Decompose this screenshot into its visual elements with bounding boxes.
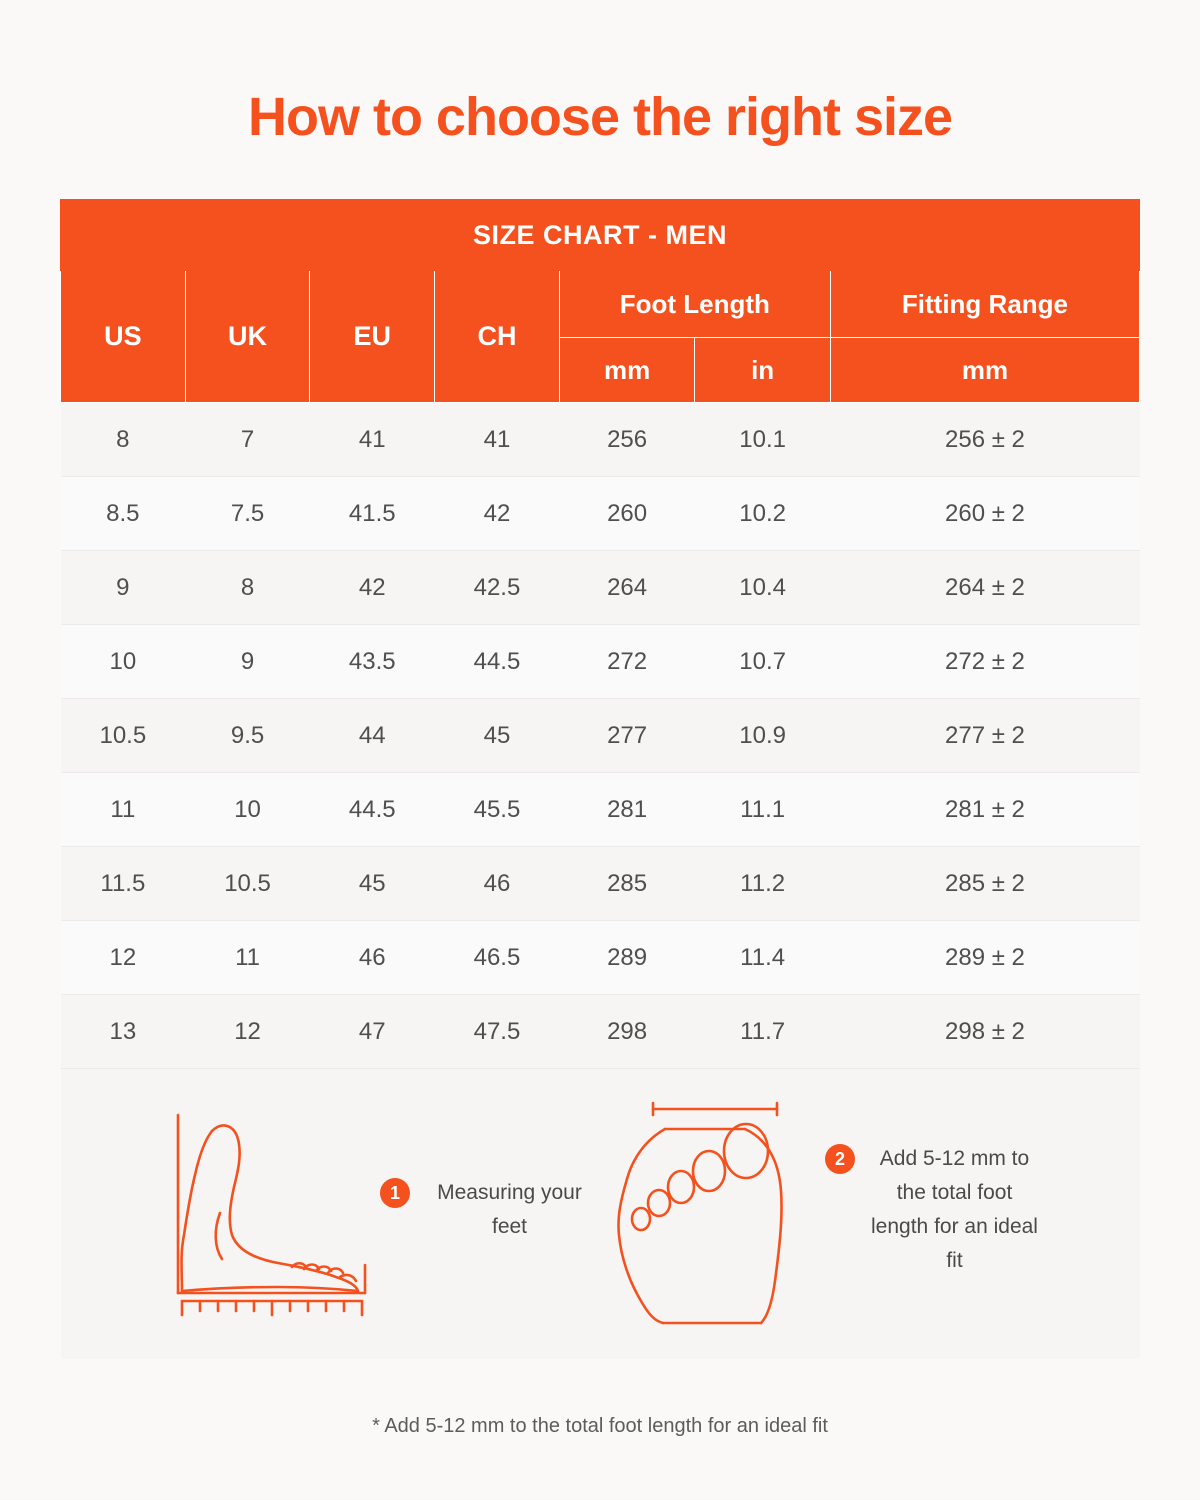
cell-fitting-range: 256 ± 2 — [830, 403, 1139, 477]
cell-ch: 42.5 — [435, 551, 560, 625]
cell-us: 10 — [61, 625, 186, 699]
table-row — [61, 477, 1140, 551]
cell-foot-length-in: 10.7 — [695, 625, 831, 699]
cell-foot-length-in: 11.7 — [695, 995, 831, 1069]
cell-eu: 44 — [310, 699, 435, 773]
cell-foot-length-mm: 277 — [559, 699, 695, 773]
cell-uk: 11 — [185, 921, 310, 995]
cell-ch: 42 — [435, 477, 560, 551]
cell-eu: 41 — [310, 403, 435, 477]
column-header-foot-length-in: in — [695, 338, 831, 403]
cell-foot-length-mm: 256 — [559, 403, 695, 477]
footnote: * Add 5-12 mm to the total foot length for an ideal fit — [372, 1415, 828, 1438]
cell-foot-length-in: 11.2 — [695, 847, 831, 921]
cell-fitting-range: 272 ± 2 — [830, 625, 1139, 699]
cell-us: 10.5 — [61, 699, 186, 773]
cell-ch: 44.5 — [435, 625, 560, 699]
column-header-us: US — [61, 271, 186, 403]
group-header-fitting-range: Fitting Range — [830, 271, 1139, 338]
cell-ch: 46.5 — [435, 921, 560, 995]
step-1-number: 1 — [380, 1178, 410, 1208]
cell-ch: 47.5 — [435, 995, 560, 1069]
column-header-eu: EU — [310, 271, 435, 403]
step-1-text: Measuring your feet — [437, 1181, 582, 1239]
cell-fitting-range: 298 ± 2 — [830, 995, 1139, 1069]
cell-foot-length-in: 10.2 — [695, 477, 831, 551]
cell-ch: 45.5 — [435, 773, 560, 847]
size-chart-body — [61, 403, 1140, 1360]
cell-foot-length-mm: 260 — [559, 477, 695, 551]
cell-fitting-range: 281 ± 2 — [830, 773, 1139, 847]
cell-us: 8 — [61, 403, 186, 477]
diagram-step-1 — [160, 1095, 595, 1325]
cell-eu: 41.5 — [310, 477, 435, 551]
cell-foot-length-mm: 298 — [559, 995, 695, 1069]
size-chart-table — [60, 199, 1140, 1359]
step-2-text: Add 5-12 mm to the total foot length for an ideal fit — [871, 1147, 1038, 1273]
table-row — [61, 995, 1140, 1069]
cell-us: 12 — [61, 921, 186, 995]
cell-us: 13 — [61, 995, 186, 1069]
cell-ch: 46 — [435, 847, 560, 921]
table-row — [61, 403, 1140, 477]
table-row — [61, 921, 1140, 995]
cell-fitting-range: 285 ± 2 — [830, 847, 1139, 921]
cell-foot-length-mm: 285 — [559, 847, 695, 921]
column-header-ch: CH — [435, 271, 560, 403]
cell-foot-length-in: 10.1 — [695, 403, 831, 477]
cell-ch: 45 — [435, 699, 560, 773]
cell-foot-length-mm: 272 — [559, 625, 695, 699]
cell-fitting-range: 260 ± 2 — [830, 477, 1139, 551]
cell-eu: 46 — [310, 921, 435, 995]
cell-foot-length-in: 10.9 — [695, 699, 831, 773]
foot-top-view-with-measure-line-icon — [595, 1095, 825, 1325]
chart-title: SIZE CHART - MEN — [61, 200, 1140, 271]
header-row-top — [61, 271, 1140, 338]
group-header-foot-length: Foot Length — [559, 271, 830, 338]
step-2 — [825, 1142, 1040, 1278]
size-chart-container — [60, 199, 1140, 1438]
cell-uk: 9 — [185, 625, 310, 699]
table-row — [61, 699, 1140, 773]
cell-us: 8.5 — [61, 477, 186, 551]
step-1 — [380, 1176, 595, 1244]
table-row — [61, 551, 1140, 625]
cell-us: 9 — [61, 551, 186, 625]
cell-foot-length-in: 10.4 — [695, 551, 831, 625]
cell-foot-length-in: 11.1 — [695, 773, 831, 847]
cell-fitting-range: 264 ± 2 — [830, 551, 1139, 625]
cell-foot-length-mm: 264 — [559, 551, 695, 625]
cell-foot-length-mm: 281 — [559, 773, 695, 847]
cell-foot-length-in: 11.4 — [695, 921, 831, 995]
cell-eu: 44.5 — [310, 773, 435, 847]
cell-uk: 12 — [185, 995, 310, 1069]
table-row — [61, 847, 1140, 921]
diagram-step-2 — [595, 1095, 1040, 1325]
cell-us: 11 — [61, 773, 186, 847]
cell-uk: 8 — [185, 551, 310, 625]
table-row — [61, 773, 1140, 847]
cell-uk: 10.5 — [185, 847, 310, 921]
table-row — [61, 625, 1140, 699]
measuring-diagram-cell — [61, 1069, 1140, 1360]
column-header-fitting-range-mm: mm — [830, 338, 1139, 403]
cell-ch: 41 — [435, 403, 560, 477]
cell-eu: 43.5 — [310, 625, 435, 699]
column-header-uk: UK — [185, 271, 310, 403]
cell-eu: 42 — [310, 551, 435, 625]
cell-eu: 47 — [310, 995, 435, 1069]
measuring-diagram — [61, 1069, 1140, 1359]
cell-uk: 7.5 — [185, 477, 310, 551]
cell-fitting-range: 289 ± 2 — [830, 921, 1139, 995]
cell-us: 11.5 — [61, 847, 186, 921]
column-header-foot-length-mm: mm — [559, 338, 695, 403]
cell-uk: 10 — [185, 773, 310, 847]
diagram-row — [61, 1069, 1140, 1360]
cell-fitting-range: 277 ± 2 — [830, 699, 1139, 773]
cell-eu: 45 — [310, 847, 435, 921]
cell-uk: 9.5 — [185, 699, 310, 773]
cell-uk: 7 — [185, 403, 310, 477]
cell-foot-length-mm: 289 — [559, 921, 695, 995]
foot-side-profile-with-ruler-icon — [160, 1095, 380, 1325]
step-2-number: 2 — [825, 1144, 855, 1174]
page-title: How to choose the right size — [247, 87, 953, 147]
chart-title-row — [61, 200, 1140, 271]
